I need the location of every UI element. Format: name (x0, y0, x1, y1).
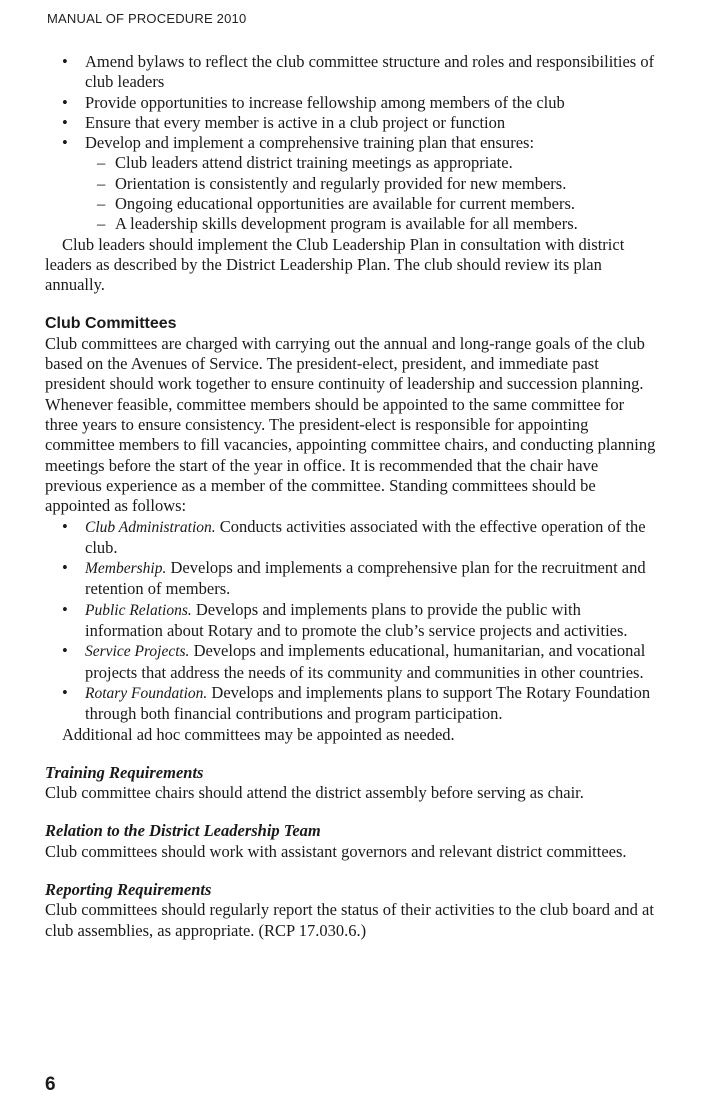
training-sub-list (85, 153, 657, 234)
reporting-heading: Reporting Requirements (45, 879, 212, 899)
committee-description: Develops and implements plans to provide the public with information about Rotary and to promote the club’s service projects and activities. (85, 599, 628, 641)
committee-name: Membership. (85, 560, 167, 578)
committee-description: Develops and implements a comprehensive plan for the recruitment and retention of members. (85, 558, 646, 599)
committee-description: Conducts activities associated with the effective operation of the club. (85, 516, 646, 557)
leadership-plan-paragraph: Club leaders should implement the Club Leadership Plan in consultation with district leaders as described by the District Leadership Plan. The club should review its plan annually. (45, 234, 625, 295)
list-item (45, 517, 657, 559)
training-requirements-heading: Training Requirements (45, 762, 204, 782)
list-item (45, 683, 657, 725)
reporting-body: Club committees should regularly report the status of their activities to the club board and at club assemblies, as appropriate. (RCP 17.030.6.) (45, 900, 654, 940)
list-item: • Provide opportunities to increase fellowship among members of the club (45, 93, 657, 113)
committee-name: Service Projects. (85, 643, 190, 661)
list-item-text: Develop and implement a comprehensive training plan that ensures: (85, 133, 535, 153)
training-requirements-body: Club committee chairs should attend the district assembly before serving as chair. (45, 783, 584, 803)
list-item: • Amend bylaws to reflect the club committee structure and roles and responsibilities of club leaders (45, 52, 657, 93)
ad-hoc-paragraph: Additional ad hoc committees may be appointed as needed. (62, 724, 455, 744)
page-content (45, 52, 657, 941)
sub-list-item: – A leadership skills development program is available for all members. (85, 214, 657, 234)
sub-list-item: – Ongoing educational opportunities are available for current members. (85, 194, 657, 214)
standing-committees-list (45, 517, 657, 725)
intro-bullet-list (45, 52, 657, 235)
running-head: MANUAL OF PROCEDURE 2010 (47, 11, 247, 26)
list-item (45, 600, 657, 642)
page-number: 6 (45, 1074, 56, 1095)
sub-list-item: – Orientation is consistently and regularly provided for new members. (85, 174, 657, 194)
committee-name: Club Administration. (85, 518, 216, 536)
committee-name: Rotary Foundation. (85, 684, 208, 702)
list-item: • Ensure that every member is active in a club project or function (45, 113, 657, 133)
committee-description: Develops and implements educational, humanitarian, and vocational projects that address the needs of its community and communities in other countries. (85, 641, 646, 682)
committee-description: Develops and implements plans to support The Rotary Foundation through both financial contributions and program participation. (85, 682, 651, 724)
committee-name: Public Relations. (85, 601, 192, 619)
list-item (45, 133, 657, 234)
list-item (45, 558, 657, 600)
sub-list-item: – Club leaders attend district training meetings as appropriate. (85, 153, 657, 173)
relation-body: Club committees should work with assistant governors and relevant district committees. (45, 841, 627, 861)
club-committees-heading: Club Committees (45, 314, 177, 332)
list-item (45, 641, 657, 683)
relation-heading: Relation to the District Leadership Team (45, 821, 321, 841)
club-committees-body: Club committees are charged with carrying out the annual and long-range goals of the club based on the Avenues of Service. The president-elect, president, and immediate past president should work together to ensure continuity of leadership and succession planning. Whenever feasible, committee members should be appointed to the same committee for three years to ensure consistency. The president-elect is responsible for appointing committee members to fill vacancies, appointing committee chairs, and conducting planning meetings before the start of the year in office. It is recommended that the chair have previous experience as a member of the committee. Standing committees should be appointed as follows: (45, 333, 656, 516)
